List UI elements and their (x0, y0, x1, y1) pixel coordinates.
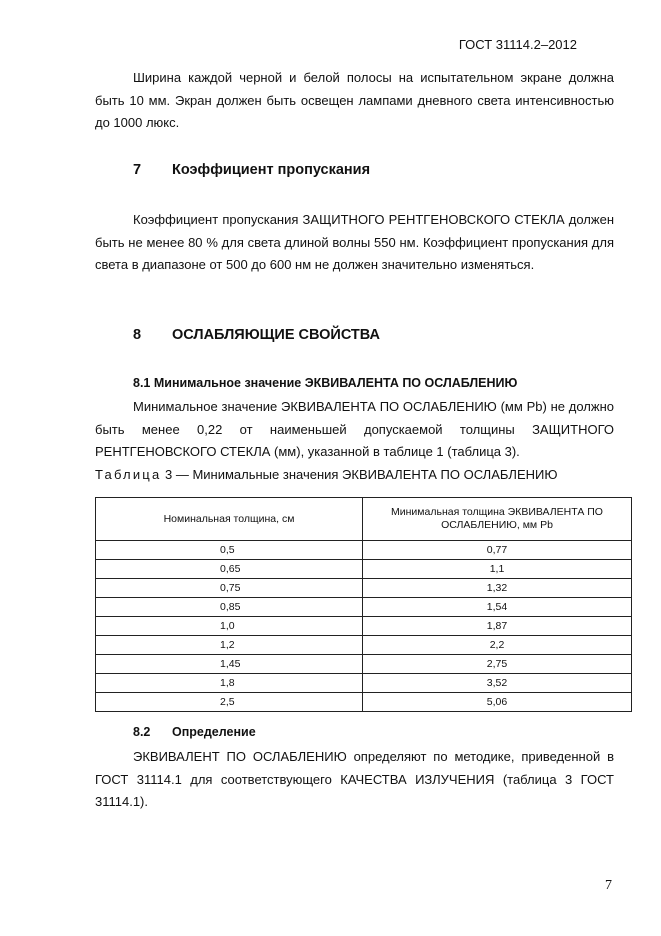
table-3-caption (95, 467, 558, 482)
table-header-row (96, 498, 632, 541)
attenuation-table (95, 497, 632, 712)
section-8-number: 8 (133, 327, 142, 343)
table-row (96, 674, 632, 693)
table-cell: 0,77 (363, 541, 632, 560)
table-row (96, 655, 632, 674)
section-8-2-heading (133, 725, 256, 739)
section-8-heading (133, 327, 380, 343)
table-cell: 0,65 (96, 560, 363, 579)
table-row (96, 598, 632, 617)
table-cell: 1,45 (96, 655, 363, 674)
paragraph-screen-lighting: Ширина каждой черной и белой полосы на испытательном экране должна быть 10 мм. Экран должен быть освещен лампами дневного света интенсивностью до 1000 люкс. (95, 70, 614, 130)
table-cell: 2,75 (363, 655, 632, 674)
table-row (96, 579, 632, 598)
table-cell: 1,8 (96, 674, 363, 693)
table-row (96, 693, 632, 712)
column-header-nominal-thickness: Номинальная толщина, см (96, 498, 363, 541)
section-8-2-number: 8.2 (133, 725, 151, 739)
paragraph-determination: ЭКВИВАЛЕНТ ПО ОСЛАБЛЕНИЮ определяют по методике, приведенной в ГОСТ 31114.1 для соответствующего КАЧЕСТВА ИЗЛУЧЕНИЯ (таблица 3 ГОСТ 31114.1). (95, 749, 614, 809)
table-cell: 0,75 (96, 579, 363, 598)
table-cell: 2,5 (96, 693, 363, 712)
table-cell: 0,85 (96, 598, 363, 617)
table-cell: 1,0 (96, 617, 363, 636)
table-cell: 2,2 (363, 636, 632, 655)
section-8-1-heading: 8.1 Минимальное значение ЭКВИВАЛЕНТА ПО ОСЛАБЛЕНИЮ (133, 376, 518, 390)
table-cell: 1,2 (96, 636, 363, 655)
table-cell: 5,06 (363, 693, 632, 712)
document-code: ГОСТ 31114.2–2012 (458, 37, 577, 52)
section-7-title: Коэффициент пропускания (172, 162, 371, 178)
table-row (96, 636, 632, 655)
section-7-number: 7 (133, 162, 142, 178)
column-header-min-equivalent: Минимальная толщина ЭКВИВАЛЕНТА ПО ОСЛАБЛЕНИЮ, мм Pb (363, 498, 632, 541)
table-caption-word: Таблица (95, 467, 162, 482)
table-cell: 0,5 (96, 541, 363, 560)
table-row (96, 560, 632, 579)
table-cell: 3,52 (363, 674, 632, 693)
table-caption-text: 3 — Минимальные значения ЭКВИВАЛЕНТА ПО ОСЛАБЛЕНИЮ (161, 467, 558, 482)
paragraph-transmittance: Коэффициент пропускания ЗАЩИТНОГО РЕНТГЕНОВСКОГО СТЕКЛА должен быть не менее 80 % для света длиной волны 550 нм. Коэффициент пропускания для света в диапазоне от 500 до 600 нм не должен значительно изменяться. (95, 212, 614, 272)
paragraph-min-equivalent: Минимальное значение ЭКВИВАЛЕНТА ПО ОСЛАБЛЕНИЮ (мм Pb) не должно быть менее 0,22 от наименьшей допускаемой толщины ЗАЩИТНОГО РЕНТГЕНОВСКОГО СТЕКЛА (мм), указанной в таблице 1 (таблица 3). (95, 399, 614, 459)
table-cell: 1,1 (363, 560, 632, 579)
table-cell: 1,32 (363, 579, 632, 598)
table-row (96, 617, 632, 636)
table-cell: 1,87 (363, 617, 632, 636)
section-8-title: ОСЛАБЛЯЮЩИЕ СВОЙСТВА (172, 327, 381, 343)
table-row (96, 541, 632, 560)
section-7-heading (133, 162, 370, 178)
table-cell: 1,54 (363, 598, 632, 617)
page-number: 7 (605, 878, 612, 893)
section-8-2-title: Определение (172, 725, 256, 739)
